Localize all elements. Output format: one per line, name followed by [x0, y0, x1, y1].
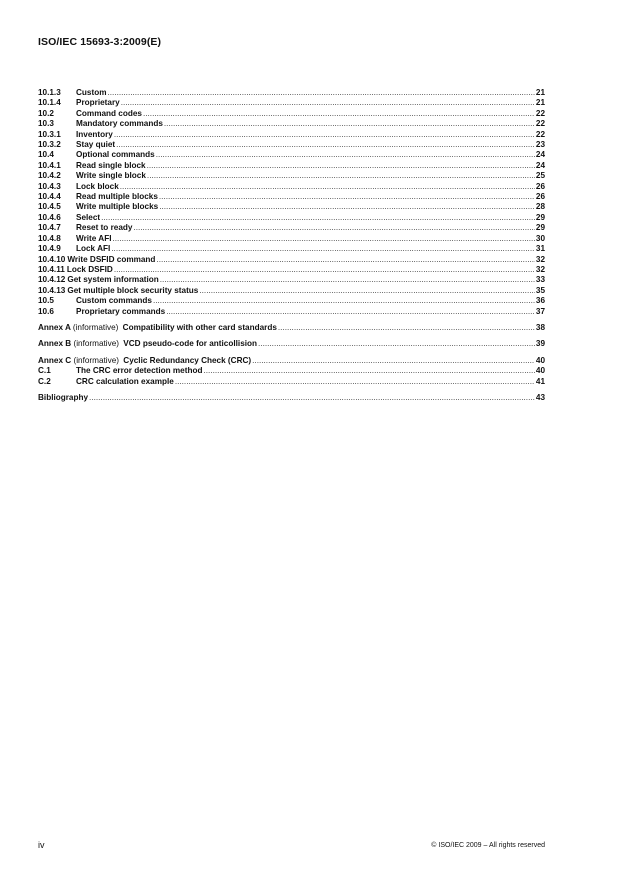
toc-title: CRC calculation example — [76, 376, 174, 386]
dot-leader — [203, 366, 534, 376]
toc-number: 10.4.11 — [38, 264, 65, 274]
dot-leader — [156, 150, 535, 160]
table-of-contents — [38, 88, 545, 403]
toc-entry-10-1-3[interactable] — [38, 88, 545, 98]
toc-entry-10-4-9[interactable] — [38, 244, 545, 254]
toc-title: Reset to ready — [76, 223, 133, 233]
toc-entry-bibliography[interactable] — [38, 393, 545, 403]
toc-number: 10.4.5 — [38, 202, 61, 212]
toc-number: 10.1.4 — [38, 98, 61, 108]
toc-number: 10.4.6 — [38, 212, 61, 222]
annex-label: Annex C — [38, 355, 72, 365]
toc-entry-annex-a[interactable] — [38, 323, 545, 333]
toc-entry-10-1-4[interactable] — [38, 98, 545, 108]
toc-entry-10-2[interactable] — [38, 109, 545, 119]
dot-leader — [112, 234, 534, 244]
toc-number: 10.4 — [38, 150, 54, 160]
dot-leader — [147, 171, 535, 181]
toc-number: 10.4.13 — [38, 285, 66, 295]
toc-entry-10-4-5[interactable] — [38, 202, 545, 212]
dot-leader — [258, 339, 535, 349]
toc-page: 24 — [535, 150, 545, 160]
dot-leader — [252, 356, 535, 366]
annex-qualifier: (informative) — [73, 339, 119, 349]
dot-leader — [107, 88, 534, 98]
toc-title: Stay quiet — [76, 140, 116, 150]
dot-leader — [159, 192, 535, 202]
toc-page: 33 — [535, 275, 545, 285]
toc-entry-10-4-10[interactable] — [38, 255, 545, 265]
toc-number: 10.4.1 — [38, 160, 61, 170]
toc-page: 31 — [535, 244, 545, 254]
toc-entry-10-4-2[interactable] — [38, 171, 545, 181]
toc-page: 23 — [535, 140, 545, 150]
toc-entry-10-3[interactable] — [38, 119, 545, 129]
toc-page: 26 — [535, 192, 545, 202]
toc-page: 22 — [535, 108, 545, 118]
dot-leader — [114, 265, 535, 275]
annex-qualifier: (informative) — [72, 322, 119, 332]
dot-leader — [133, 223, 534, 233]
dot-leader — [111, 244, 535, 254]
toc-title: Read multiple blocks — [76, 192, 158, 202]
toc-page: 29 — [535, 212, 545, 222]
annex-qualifier: (informative) — [73, 355, 119, 365]
toc-number: 10.3 — [38, 119, 54, 129]
toc-entry-10-4-13[interactable] — [38, 286, 545, 296]
toc-title: Read single block — [76, 160, 146, 170]
toc-entry-10-5[interactable] — [38, 296, 545, 306]
toc-title: Optional commands — [76, 150, 155, 160]
dot-leader — [160, 275, 535, 285]
dot-leader — [278, 323, 535, 333]
toc-number: C.1 — [38, 366, 51, 376]
toc-page: 40 — [535, 366, 545, 376]
dot-leader — [147, 161, 535, 171]
dot-leader — [114, 130, 535, 140]
toc-entry-c-1[interactable] — [38, 366, 545, 376]
dot-leader — [101, 213, 535, 223]
toc-title: Custom commands — [76, 296, 152, 306]
toc-number: 10.4.8 — [38, 233, 61, 243]
toc-title: Bibliography — [38, 392, 89, 402]
toc-entry-10-3-2[interactable] — [38, 140, 545, 150]
toc-number: 10.4.12 — [38, 275, 66, 285]
toc-page: 28 — [535, 202, 545, 212]
toc-title: Mandatory commands — [76, 119, 163, 129]
dot-leader — [164, 119, 535, 129]
toc-entry-c-2[interactable] — [38, 377, 545, 387]
toc-number: C.2 — [38, 376, 51, 386]
toc-title: Lock AFI — [76, 244, 111, 254]
toc-entry-annex-c[interactable] — [38, 356, 545, 366]
annex-title — [38, 356, 251, 366]
toc-page: 35 — [535, 285, 545, 295]
toc-title: Write DSFID command — [67, 254, 156, 264]
toc-number: 10.4.9 — [38, 244, 61, 254]
toc-entry-10-4[interactable] — [38, 150, 545, 160]
toc-page: 37 — [535, 306, 545, 316]
dot-leader — [166, 307, 535, 317]
toc-page: 29 — [535, 223, 545, 233]
toc-title: Select — [76, 212, 101, 222]
toc-entry-10-4-7[interactable] — [38, 223, 545, 233]
toc-entry-10-4-12[interactable] — [38, 275, 545, 285]
document-id-header: ISO/IEC 15693-3:2009(E) — [38, 36, 162, 48]
toc-entry-annex-b[interactable] — [38, 339, 545, 349]
toc-title: Proprietary — [76, 98, 120, 108]
toc-entry-10-4-11[interactable] — [38, 265, 545, 275]
toc-page: 22 — [535, 119, 545, 129]
toc-number: 10.4.4 — [38, 192, 61, 202]
toc-number: 10.3.2 — [38, 140, 61, 150]
toc-page: 30 — [535, 233, 545, 243]
toc-number: 10.5 — [38, 296, 54, 306]
toc-number: 10.6 — [38, 306, 54, 316]
toc-title: Get system information — [67, 275, 159, 285]
toc-entry-10-6[interactable] — [38, 307, 545, 317]
toc-page: 25 — [535, 171, 545, 181]
toc-title: Get multiple block security status — [67, 285, 199, 295]
annex-heading: Cyclic Redundancy Check (CRC) — [123, 355, 252, 365]
dot-leader — [120, 182, 535, 192]
toc-title: Write multiple blocks — [76, 202, 159, 212]
toc-number: 10.4.10 — [38, 254, 66, 264]
annex-label: Annex B — [38, 339, 72, 349]
toc-page: 32 — [535, 254, 545, 264]
toc-number: 10.1.3 — [38, 88, 61, 97]
toc-entry-10-4-1[interactable] — [38, 161, 545, 171]
toc-title: Command codes — [76, 108, 142, 118]
annex-heading: VCD pseudo-code for anticollision — [123, 339, 258, 349]
toc-title: The CRC error detection method — [76, 366, 203, 376]
dot-leader — [175, 377, 535, 387]
dot-leader — [121, 98, 535, 108]
toc-page: 21 — [535, 98, 545, 108]
toc-page: 21 — [535, 88, 545, 97]
toc-number: 10.2 — [38, 108, 54, 118]
toc-page: 24 — [535, 160, 545, 170]
toc-entry-10-4-3[interactable] — [38, 182, 545, 192]
toc-entry-10-3-1[interactable] — [38, 130, 545, 140]
toc-page: 39 — [535, 339, 545, 349]
toc-page: 40 — [535, 355, 545, 365]
dot-leader — [143, 109, 535, 119]
toc-page: 22 — [535, 129, 545, 139]
toc-title: Write AFI — [76, 233, 112, 243]
toc-page: 26 — [535, 181, 545, 191]
toc-title: Proprietary commands — [76, 306, 166, 316]
dot-leader — [153, 296, 535, 306]
toc-entry-10-4-4[interactable] — [38, 192, 545, 202]
toc-page: 38 — [535, 322, 545, 332]
dot-leader — [89, 393, 535, 403]
dot-leader — [116, 140, 535, 150]
toc-entry-10-4-8[interactable] — [38, 234, 545, 244]
toc-number: 10.4.7 — [38, 223, 61, 233]
toc-number: 10.4.3 — [38, 181, 61, 191]
annex-title — [38, 339, 257, 349]
toc-page: 32 — [535, 264, 545, 274]
toc-title: Lock DSFID — [66, 264, 113, 274]
toc-number: 10.3.1 — [38, 129, 61, 139]
dot-leader — [199, 286, 535, 296]
annex-heading: Compatibility with other card standards — [122, 322, 277, 332]
dot-leader — [156, 255, 534, 265]
toc-title: Inventory — [76, 129, 113, 139]
toc-page: 36 — [535, 296, 545, 306]
toc-entry-10-4-6[interactable] — [38, 213, 545, 223]
toc-page: 41 — [535, 376, 545, 386]
toc-title: Lock block — [76, 181, 119, 191]
toc-number: 10.4.2 — [38, 171, 61, 181]
annex-title — [38, 323, 277, 333]
dot-leader — [159, 202, 535, 212]
toc-page: 43 — [535, 392, 545, 402]
copyright-notice: © ISO/IEC 2009 – All rights reserved — [431, 842, 545, 849]
toc-title: Write single block — [76, 171, 146, 181]
page-number: iv — [38, 840, 45, 850]
toc-title: Custom — [76, 88, 107, 97]
annex-label: Annex A — [38, 322, 71, 332]
